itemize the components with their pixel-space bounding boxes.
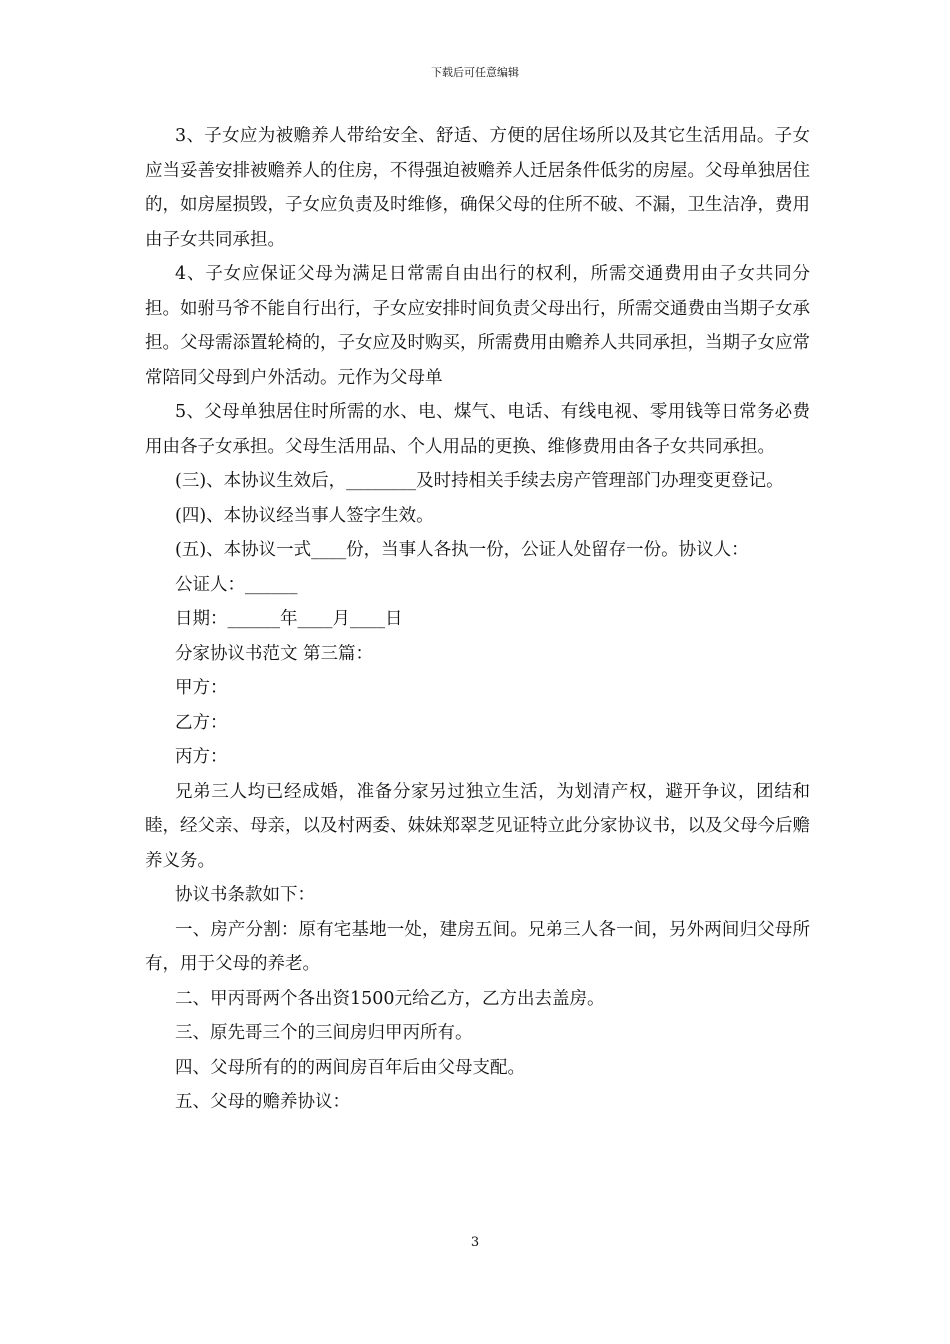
- party-c-line: 丙方：: [175, 747, 228, 767]
- date-line: 日期：______年____月____日: [175, 609, 403, 629]
- paragraph: 四、父母所有的的两间房百年后由父母支配。: [175, 1057, 525, 1078]
- notary-line: 公证人：______: [175, 574, 298, 595]
- paragraph: 5、父母单独居住时所需的水、电、煤气、电话、有线电视、零用钱等日常务必费用由各子女承担。父母生活用品、个人用品的更换、维修费用由各子女共同承担。: [145, 402, 810, 457]
- section-heading: 分家协议书范文 第三篇：: [175, 643, 374, 664]
- paragraph: (四)、本协议经当事人签字生效。: [175, 505, 434, 526]
- paragraph: 协议书条款如下：: [175, 885, 315, 905]
- party-b-line: 乙方：: [175, 712, 228, 733]
- paragraph: 二、甲丙哥两个各出资1500元给乙方，乙方出去盖房。: [175, 988, 605, 1009]
- paragraph: 兄弟三人均已经成婚，准备分家另过独立生活，为划清产权，避开争议，团结和睦，经父亲、母亲，以及村两委、妹妹郑翠芝见证特立此分家协议书，以及父母今后赡养义务。: [145, 781, 810, 871]
- paragraph: 一、房产分割：原有宅基地一处，建房五间。兄弟三人各一间，另外两间归父母所有，用于父母的养老。: [145, 919, 810, 974]
- paragraph: (三)、本协议生效后，________及时持相关手续去房产管理部门办理变更登记。: [175, 471, 784, 491]
- paragraph: (五)、本协议一式____份，当事人各执一份，公证人处留存一份。协议人：: [175, 540, 749, 560]
- paragraph: 三、原先哥三个的三间房归甲丙所有。: [175, 1023, 473, 1043]
- document-body: [145, 119, 810, 1120]
- paragraph: 五、父母的赡养协议：: [175, 1092, 350, 1112]
- page-number: 3: [470, 1235, 480, 1250]
- party-a-line: 甲方：: [175, 678, 228, 698]
- paragraph: 4、子女应保证父母为满足日常需自由出行的权利，所需交通费用由子女共同分担。如驸马爷不能自行出行，子女应安排时间负责父母出行，所需交通费由当期子女承担。父母需添置轮椅的，子女应及时购买，所需费用由赡养人共同承担，当期子女应常常陪同父母到户外活动。元作为父母单: [145, 264, 810, 388]
- paragraph: 3、子女应为被赡养人带给安全、舒适、方便的居住场所以及其它生活用品。子女应当妥善安排被赡养人的住房，不得强迫被赡养人迁居条件低劣的房屋。父母单独居住的，如房屋损毁，子女应负责及时维修，确保父母的住所不破、不漏，卫生洁净，费用由子女共同承担。: [145, 126, 810, 250]
- page-header: 下载后可任意编辑: [431, 66, 519, 79]
